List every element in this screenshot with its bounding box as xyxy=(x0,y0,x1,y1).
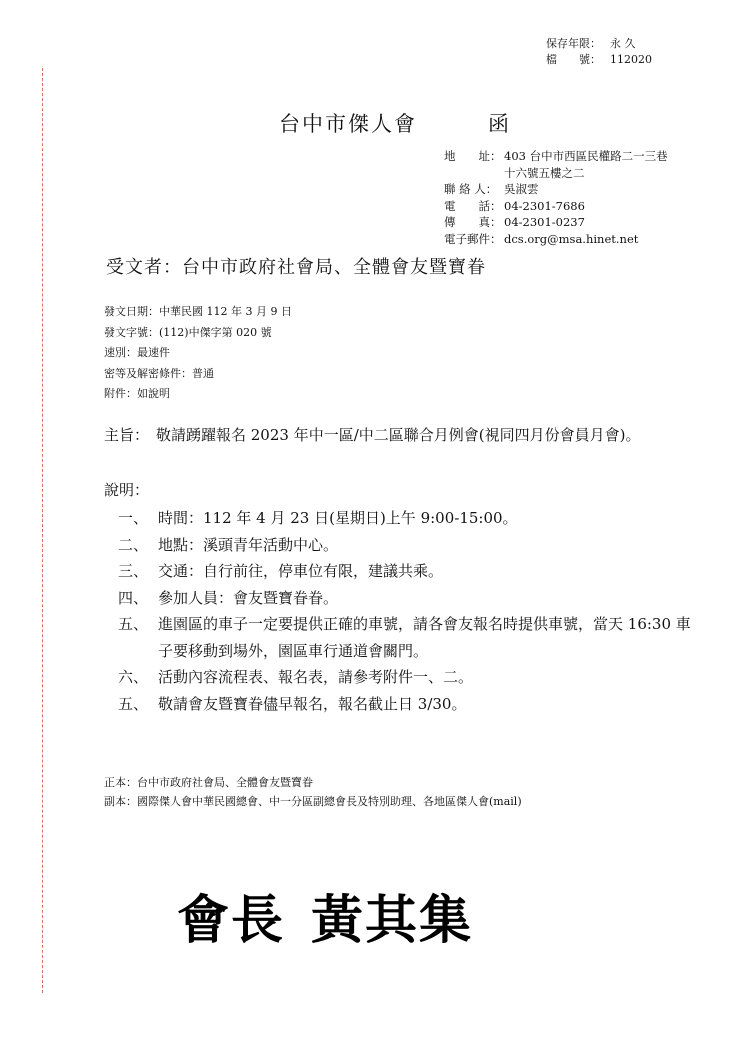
item-text: 時間：112 年 4 月 23 日(星期日)上午 9:00-15:00。 xyxy=(158,509,518,527)
fax-label: 傳 真： xyxy=(444,215,502,229)
delivery-speed: 速別：最速件 xyxy=(104,346,170,359)
signatory-title: 會長 xyxy=(177,891,286,951)
phone-label: 電 話： xyxy=(444,198,502,213)
explanation-item xyxy=(118,691,698,718)
item-number: 一、 xyxy=(118,509,149,527)
email-value[interactable]: dcs.org@msa.hinet.net xyxy=(504,231,639,246)
recipient-line: 受文者：台中市政府社會局、全體會友暨寶眷 xyxy=(106,257,486,278)
item-number: 五、 xyxy=(118,694,149,713)
contact-block xyxy=(444,148,668,247)
binding-margin-line xyxy=(42,68,43,993)
original-recipients: 正本：台中市政府社會局、全體會友暨寶眷 xyxy=(104,776,313,789)
explanation-item xyxy=(118,558,698,585)
subject-block xyxy=(104,423,694,448)
subject-label: 主旨： xyxy=(104,426,150,444)
item-text: 參加人員：會友暨寶眷眷。 xyxy=(158,588,339,607)
address-line-1: 403 台中市西區民權路二一三巷 xyxy=(504,149,668,163)
subject-text: 敬請踴躍報名 2023 年中一區/中二區聯合月例會(視同四月份會員月會)。 xyxy=(156,426,641,444)
item-number: 二、 xyxy=(118,535,149,554)
explanation-item xyxy=(118,505,698,532)
attachment-note: 附件：如說明 xyxy=(104,387,170,400)
dispatch-number: 發文字號：(112)中傑字第 020 號 xyxy=(104,325,272,339)
address-label: 地 址： xyxy=(444,149,502,163)
secrecy-level: 密等及解密條件：普通 xyxy=(104,366,214,380)
retention-period-row xyxy=(546,36,652,52)
explanation-list xyxy=(118,505,698,717)
fax-value: 04-2301-0237 xyxy=(504,215,585,229)
file-number-row xyxy=(546,52,652,68)
phone-value: 04-2301-7686 xyxy=(504,198,585,213)
item-number: 四、 xyxy=(118,588,149,607)
email-row xyxy=(444,231,668,248)
dispatch-meta xyxy=(104,302,292,405)
explanation-label: 說明： xyxy=(104,481,150,499)
distribution-block xyxy=(104,773,522,811)
address-row xyxy=(444,148,668,165)
contact-person-value: 吳淑雲 xyxy=(504,182,539,196)
cc-recipients: 副本：國際傑人會中華民國總會、中一分區副總會長及特別助理、各地區傑人會(mail) xyxy=(104,795,522,808)
email-label: 電子郵件： xyxy=(444,231,502,246)
item-text: 地點：溪頭青年活動中心。 xyxy=(158,535,339,554)
phone-row xyxy=(444,198,668,215)
explanation-item xyxy=(118,532,698,559)
retention-period-label: 保存年限： xyxy=(546,37,601,50)
contact-person-label: 聯 絡 人： xyxy=(444,182,498,196)
explanation-item xyxy=(118,664,698,691)
item-number: 三、 xyxy=(118,562,149,580)
item-text: 敬請會友暨寶眷儘早報名，報名截止日 3/30。 xyxy=(158,694,467,713)
organization-name: 台中市傑人會 xyxy=(279,112,417,136)
fax-row xyxy=(444,214,668,231)
file-number-value: 112020 xyxy=(610,53,652,66)
explanation-item xyxy=(118,611,698,664)
item-number: 五、 xyxy=(118,615,149,633)
document-kind: 函 xyxy=(488,112,511,136)
address-line-2: 十六號五樓之二 xyxy=(504,165,585,180)
item-text: 活動內容流程表、報名表，請參考附件一、二。 xyxy=(158,668,474,686)
item-text: 進園區的車子一定要提供正確的車號，請各會友報名時提供車號，當天 16:30 車子要移動到場外，園區車行通道會關門。 xyxy=(158,615,691,660)
file-number-label: 檔 號： xyxy=(546,53,601,66)
retention-period-value: 永 久 xyxy=(610,37,636,50)
signatory-name: 黃其集 xyxy=(311,891,474,951)
item-text: 交通：自行前往，停車位有限，建議共乘。 xyxy=(158,562,444,580)
retention-block xyxy=(546,36,652,68)
explanation-item xyxy=(118,585,698,612)
signature-block xyxy=(177,878,473,953)
dispatch-date: 發文日期：中華民國 112 年 3 月 9 日 xyxy=(104,305,292,318)
contact-person-row xyxy=(444,181,668,198)
item-number: 六、 xyxy=(118,668,149,686)
